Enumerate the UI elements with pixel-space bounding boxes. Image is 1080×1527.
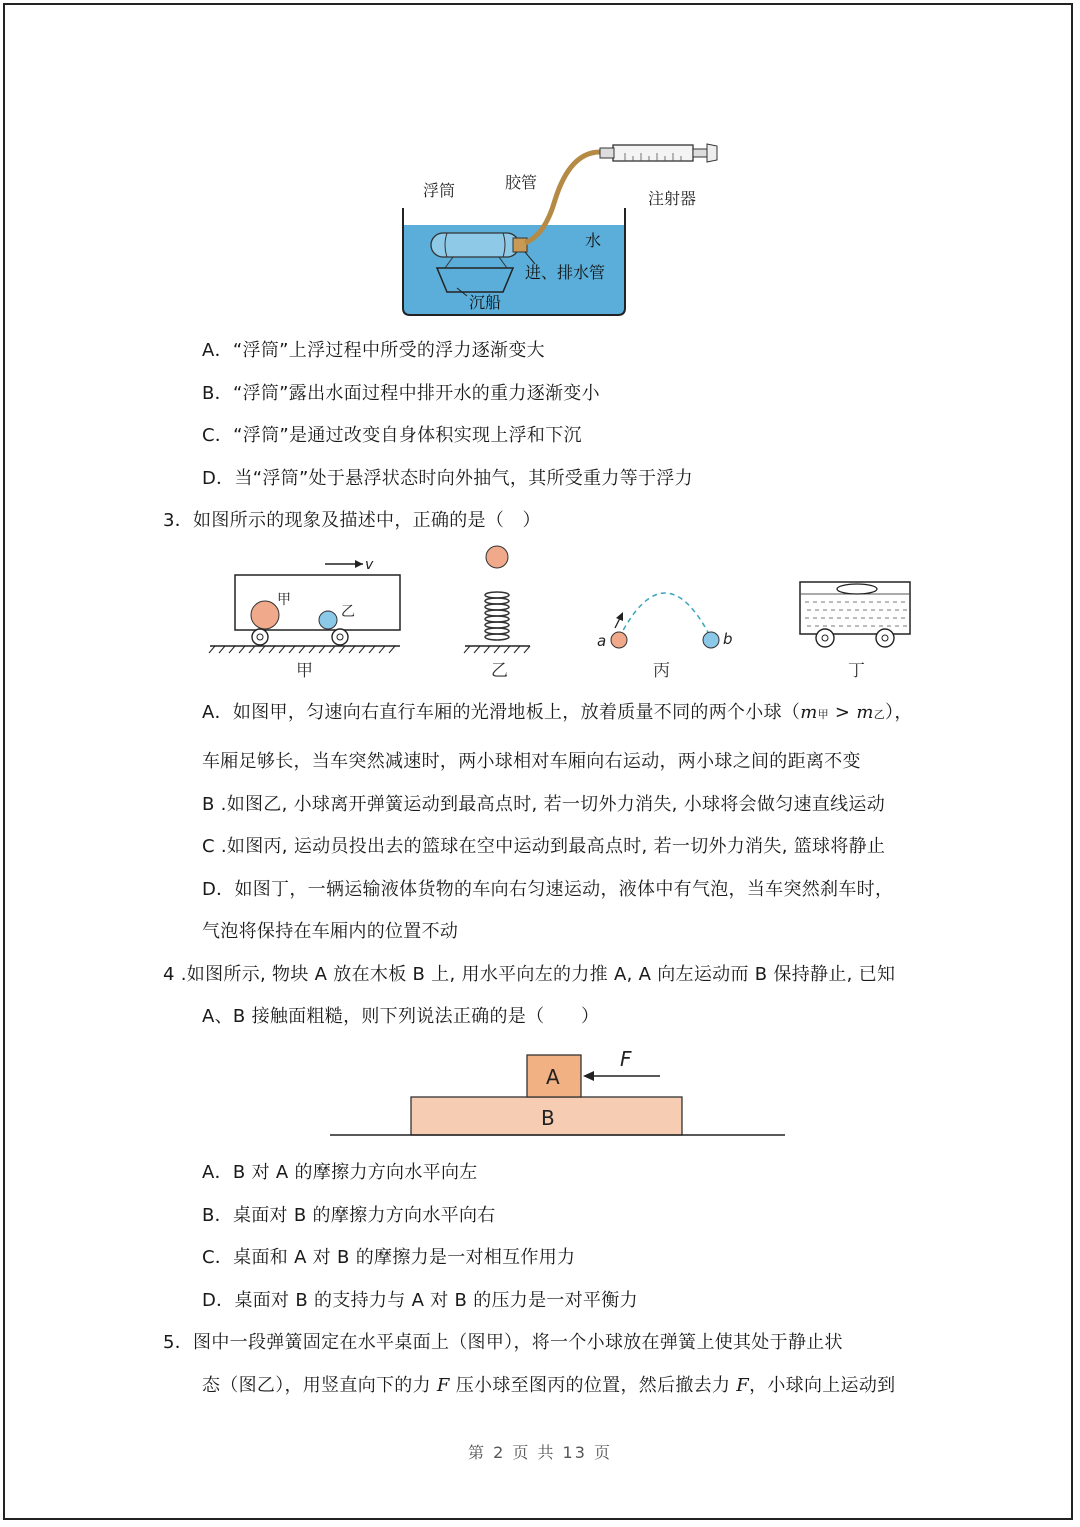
page-footer: 第 2 页 共 13 页 (468, 1443, 612, 1462)
figure-q4 (330, 1045, 790, 1140)
q2-option-d: D．当“浮筒”处于悬浮状态时向外抽气，其所受重力等于浮力 (202, 468, 693, 489)
q5-stem-line1: 5．图中一段弹簧固定在水平桌面上（图甲），将一个小球放在弹簧上使其处于静止状 (163, 1332, 843, 1353)
pipe-valve (513, 238, 527, 252)
q3-option-b: B .如图乙, 小球离开弹簧运动到最高点时, 若一切外力消失, 小球将会做匀速直线运动 (202, 794, 886, 815)
label-pipe: 进、排水管 (525, 263, 606, 282)
q3-option-d-line1: D．如图丁，一辆运输液体货物的车向右匀速运动，液体中有气泡，当车突然刹车时， (202, 879, 894, 900)
svg-text:甲: 甲 (277, 592, 291, 608)
label-float: 浮筒 (423, 181, 456, 200)
ball-jia (251, 601, 279, 629)
svg-text:乙: 乙 (341, 604, 355, 620)
velocity-label: v (365, 557, 374, 573)
float-tube (431, 233, 519, 257)
ball-yi (319, 611, 337, 629)
caption-ding: 丁 (848, 661, 865, 681)
label-hose: 胶管 (505, 173, 538, 192)
q4-stem-line1: 4 .如图所示, 物块 A 放在木板 B 上, 用水平向左的力推 A, A 向左运动而 B 保持静止, 已知 (163, 964, 896, 985)
q3-option-a-line2: 车厢足够长，当车突然减速时，两小球相对车厢向右运动，两小球之间的距离不变 (202, 751, 861, 772)
label-block-b: B (541, 1106, 555, 1130)
q2-option-b: B．“浮筒”露出水面过程中排开水的重力逐渐变小 (202, 383, 600, 404)
label-syringe: 注射器 (648, 189, 697, 208)
label-water: 水 (585, 231, 602, 250)
label-block-a: A (546, 1065, 560, 1089)
q3-stem: 3．如图所示的现象及描述中，正确的是（ ） (163, 510, 541, 531)
trajectory (619, 593, 711, 638)
spring (485, 592, 509, 640)
q3-option-d-line2: 气泡将保持在车厢内的位置不动 (202, 921, 459, 942)
figure-float-syringe (395, 140, 735, 320)
svg-text:b: b (723, 630, 733, 648)
q4-option-a: A．B 对 A 的摩擦力方向水平向左 (202, 1162, 478, 1183)
ball-b (703, 632, 719, 648)
sunken-ship (437, 268, 513, 292)
svg-text:a: a (597, 632, 607, 650)
ball-on-spring (486, 546, 508, 568)
q3-option-a-line1: A．如图甲，匀速向右直行车厢的光滑地板上，放着质量不同的两个小球（m甲 > m乙）， (202, 702, 913, 723)
q3-option-c: C .如图丙, 运动员投出去的篮球在空中运动到最高点时, 若一切外力消失, 篮球将静止 (202, 836, 886, 857)
q4-option-b: B．桌面对 B 的摩擦力方向水平向右 (202, 1205, 496, 1226)
q4-stem-line2: A、B 接触面粗糙，则下列说法正确的是（ ） (202, 1006, 600, 1027)
ball-a (611, 632, 627, 648)
caption-bing: 丙 (653, 661, 670, 681)
label-force-f: F (620, 1047, 632, 1071)
q4-option-d: D．桌面对 B 的支持力与 A 对 B 的压力是一对平衡力 (202, 1290, 638, 1311)
q2-option-a: A．“浮筒”上浮过程中所受的浮力逐渐变大 (202, 340, 545, 361)
q2-option-c: C．“浮筒”是通过改变自身体积实现上浮和下沉 (202, 425, 582, 446)
caption-jia: 甲 (296, 661, 313, 681)
figure-q3 (205, 540, 925, 685)
caption-yi: 乙 (491, 661, 508, 681)
air-bubble (837, 584, 877, 594)
label-ship: 沉船 (469, 293, 502, 312)
q5-stem-line2: 态（图乙），用竖直向下的力 F 压小球至图丙的位置，然后撤去力 F，小球向上运动到 (202, 1375, 896, 1396)
q4-option-c: C．桌面和 A 对 B 的摩擦力是一对相互作用力 (202, 1247, 576, 1268)
